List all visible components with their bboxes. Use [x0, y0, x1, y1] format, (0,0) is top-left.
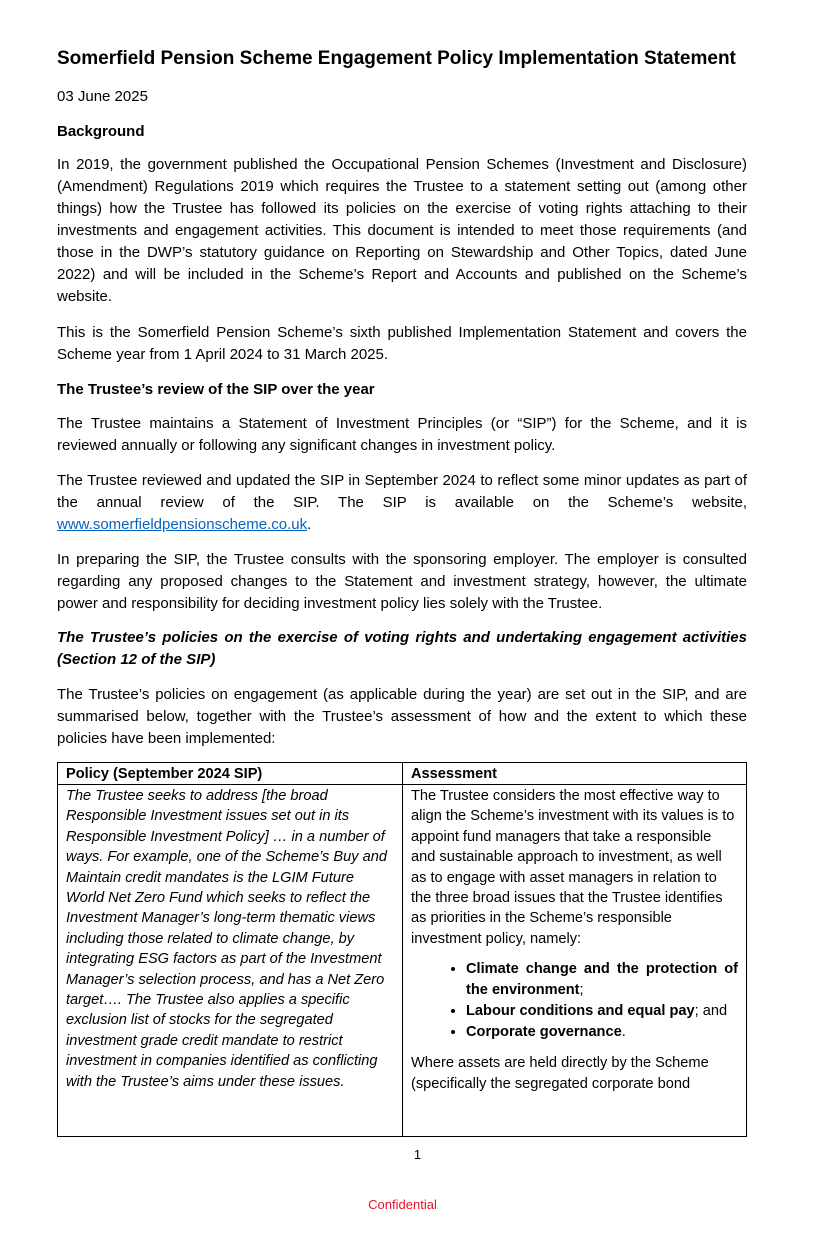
assessment-cell — [403, 785, 747, 1137]
bullet-bold-text: Corporate governance — [466, 1024, 622, 1041]
table-row — [58, 785, 747, 1137]
list-item — [466, 1001, 738, 1022]
assessment-column-header: Assessment — [403, 763, 747, 785]
policy-assessment-table — [57, 762, 747, 1137]
bullet-rest-text: . — [621, 1024, 626, 1041]
sip-review-paragraph-2 — [57, 470, 747, 536]
policy-cell: The Trustee seeks to address [the broad Responsible Investment issues set out in its Responsible Investment Policy] … in a number of ways. For example, one of the Scheme’s Buy and Maintain credit mandates is the LGIM Future World Net Zero Fund which seeks to reflect the Investment Manager’s long-term thematic views including those related to climate change, by integrating ESG factors as part of the Investment Manager’s selection process, and has a Net Zero target…. The Trustee also applies a specific exclusion list of stocks for the segregated investment grade credit mandate to restrict investment in companies identified as conflicting with the Trustee’s aims under these issues. — [58, 785, 403, 1137]
sip-review-paragraph-2-text: The Trustee reviewed and updated the SIP in September 2024 to reflect some minor updates as part of the annual review of the SIP. The SIP is available on the Scheme’s website, — [57, 472, 747, 511]
assessment-intro: The Trustee considers the most effective way to align the Scheme’s investment with its values is to appoint fund managers that take a responsible and sustainable approach to investment, as well as to engage with asset managers in relation to the three broad issues that the Trustee identifies as priorities in the Scheme’s responsible investment policy, namely: — [411, 788, 735, 947]
document-date: 03 June 2025 — [57, 88, 148, 105]
assessment-outro: Where assets are held directly by the Scheme (specifically the segregated corporate bond — [411, 1055, 709, 1092]
sip-review-paragraph-1: The Trustee maintains a Statement of Investment Principles (or “SIP”) for the Scheme, and it is reviewed annually or following any significant changes in investment policy. — [57, 415, 747, 454]
background-paragraph-2: This is the Somerfield Pension Scheme’s sixth published Implementation Statement and covers the Scheme year from 1 April 2024 to 31 March 2025. — [57, 324, 747, 363]
bullet-bold-text: Climate change and the protection of the environment — [466, 961, 738, 999]
bullet-rest-text: ; — [579, 982, 584, 999]
sip-review-heading: The Trustee’s review of the SIP over the year — [57, 381, 375, 398]
list-item — [466, 1022, 738, 1043]
list-item — [466, 959, 738, 1001]
policies-heading: The Trustee’s policies on the exercise of voting rights and undertaking engagement activities (Section 12 of the SIP) — [57, 629, 747, 668]
link-suffix: . — [307, 516, 312, 533]
bullet-bold-text: Labour conditions and equal pay — [466, 1003, 695, 1020]
page-number: 1 — [413, 1147, 422, 1162]
background-paragraph-1: In 2019, the government published the Occupational Pension Schemes (Investment and Disclosure) (Amendment) Regulations 2019 which requires the Trustee to a statement setting out (among other things) how the Trustee has followed its policies on the exercise of voting rights attaching to their investments and engagement activities. This document is intended to meet those requirements (and those in the DWP’s statutory guidance on Reporting on Stewardship and Other Topics, dated June 2022) and will be included in the Scheme’s Report and Accounts and published on the Scheme’s website. — [57, 156, 747, 305]
sip-review-paragraph-3: In preparing the SIP, the Trustee consults with the sponsoring employer. The employer is consulted regarding any proposed changes to the Statement and investment strategy, however, the ultimate power and responsibility for deciding investment policy lies solely with the Trustee. — [57, 551, 747, 612]
priority-issues-list — [411, 959, 738, 1043]
table-header-row — [58, 763, 747, 785]
policies-intro: The Trustee’s policies on engagement (as applicable during the year) are set out in the SIP, and are summarised below, together with the Trustee’s assessment of how and the extent to which these policies have been implemented: — [57, 686, 747, 747]
document-title: Somerfield Pension Scheme Engagement Policy Implementation Statement — [57, 48, 736, 69]
background-heading: Background — [57, 123, 145, 140]
policy-column-header: Policy (September 2024 SIP) — [58, 763, 403, 785]
confidential-label: Confidential — [368, 1197, 437, 1212]
bullet-rest-text: ; and — [694, 1003, 728, 1020]
scheme-website-link[interactable]: www.somerfieldpensionscheme.co.uk — [57, 516, 308, 533]
